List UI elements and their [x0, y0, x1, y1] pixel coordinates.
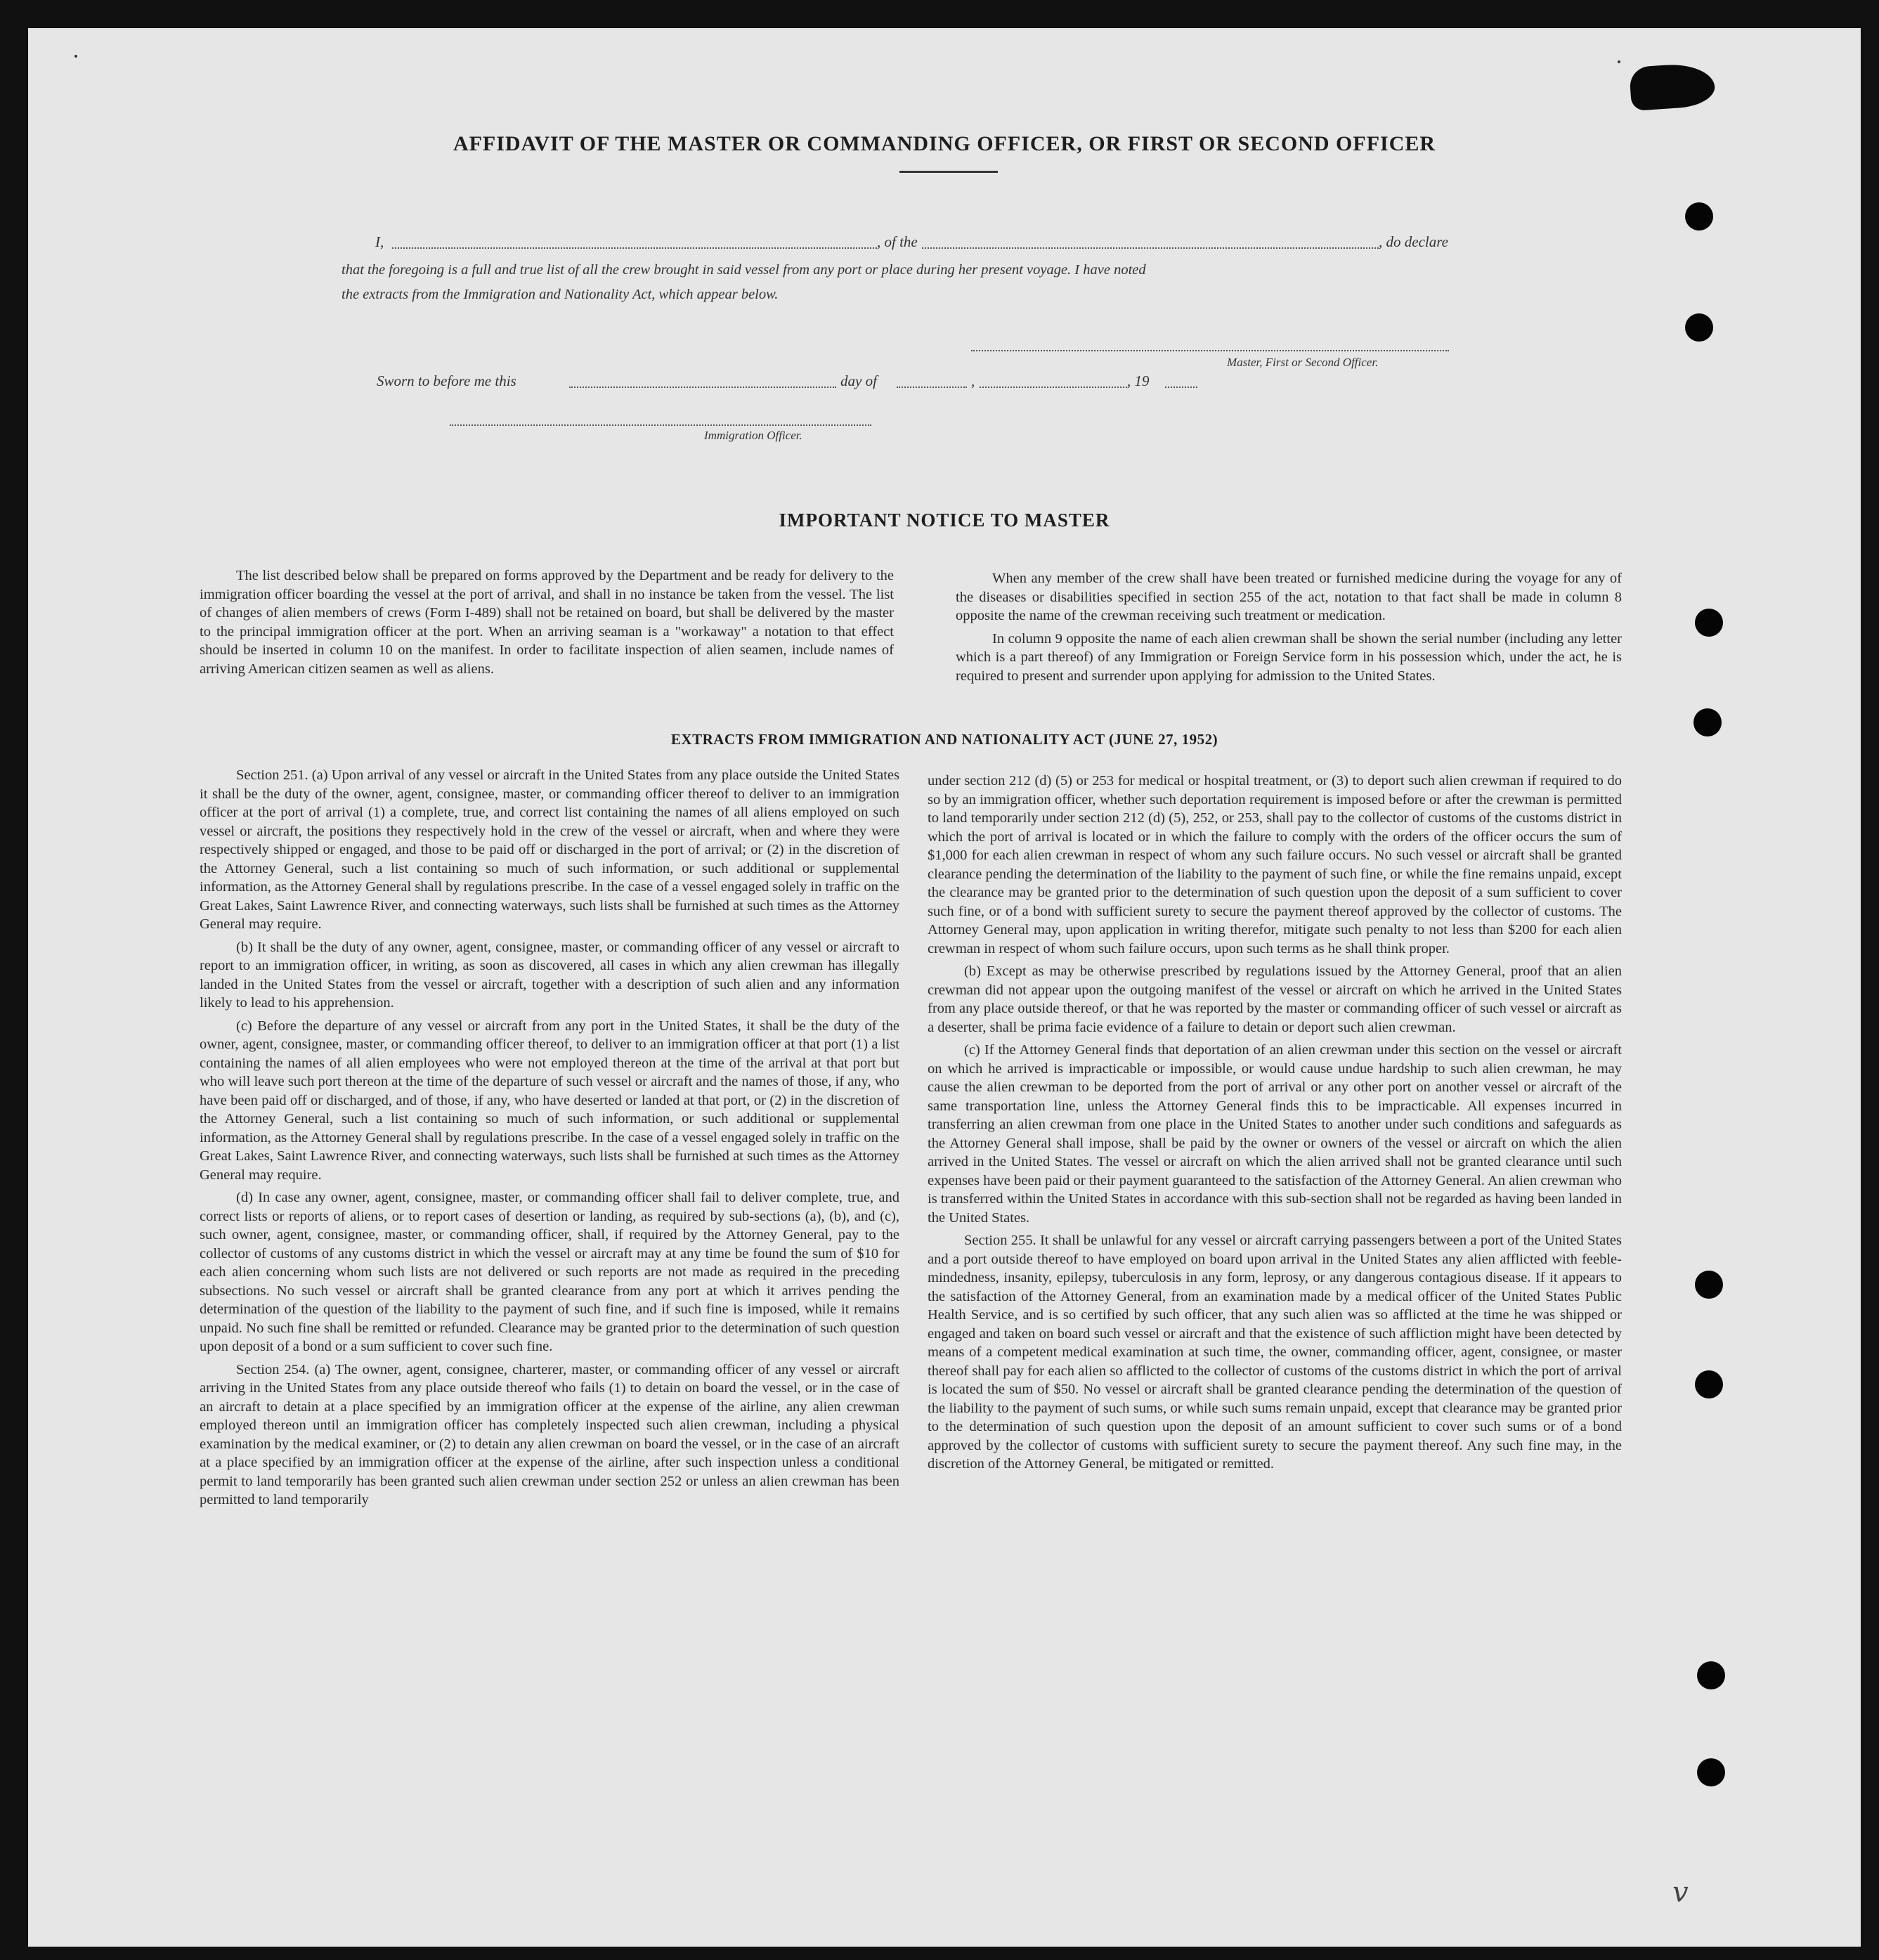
section-254-a-continued: under section 212 (d) (5) or 253 for medical or hospital treatment, or (3) to deport such alien crewman if required to do so by an immigration officer, whether such deportation requirement is imposed before or after the crewman is permitted to land temporarily under section 212 (d) (5), 252, or 253, shall pay to the collector of customs of the customs district in which the port of arrival is located or in which the failure to comply with the orders of the officer occurs the sum of $1,000 for each alien crewman in respect of whom any such failure occurs. No such vessel or aircraft shall be granted clearance pending the determination of the liability to the payment of such fine, or while the fine remains unpaid, except the clearance may be granted prior to the determination of such question upon the deposit of a sum sufficient to cover such fine, or of a bond with sufficient surety to secure the payment thereof approved by the collector of customs. The Attorney General may, upon application in writing therefor, mitigate such penalty to not less than $200 for each alien crewman in respect of whom such failure occurs, upon such terms as he shall think proper. — [928, 773, 1622, 956]
section-254-a: Section 254. (a) The owner, agent, consignee, charterer, master, or commanding officer of any vessel or aircraft arriving in the United States from any place outside thereof who fails (1) to detain on board the vessel, or in the case of an aircraft to detain at a place specified by an immigration officer at the expense of the airline, any alien crewman employed thereon until an immigration officer has completely inspected such alien crewman, including a physical examination by the medical examiner, or (2) to detain any alien crewman on board the vessel, or in the case of an aircraft at a place specified by an immigration officer at the expense of the airline, after such inspection unless a conditional permit to land temporarily has been granted such alien crewman under section 252 or unless an alien crewman has been permitted to land temporarily — [200, 1361, 899, 1507]
section-251-c: (c) Before the departure of any vessel or aircraft from any port in the United States, it shall be the duty of the owner, agent, consignee, master, or commanding officer thereof, to deliver to an immigration officer at that port (1) a list containing the names of all alien employees who were not employed thereon at the time of the arrival at that port but who will leave such port thereon at the time of the departure of such vessel or aircraft and the names of those, if any, who have been paid off or discharged, and of those, if any, who have deserted or landed at that port, or (2) in the discretion of the Attorney General, such a list containing so much of such information, or such additional or supplemental information, as the Attorney General shall by regulations prescribe. In the case of a vessel engaged solely in traffic on the Great Lakes, Saint Lawrence River, and connecting waterways, such lists shall be furnished at such times as the Attorney General may require. — [200, 1018, 900, 1183]
sworn-day-line[interactable] — [569, 387, 836, 388]
notice-right-paragraph-1: When any member of the crew shall have been treated or furnished medicine during the voyage for any of the diseases or disabilities specified in section 255 of the act, notation to that fact shall be made in column 8 opposite the name of the crewman receiving such treatment or medication. — [956, 571, 1622, 623]
statement-line-1: that the foregoing is a full and true list of all the crew brought in said vessel from any port or place during her present voyage. I have noted — [342, 262, 1146, 278]
notice-left-paragraph: The list described below shall be prepared on forms approved by the Department and be ready for delivery to the immigration officer boarding the vessel at the port of arrival, and shall in no instance be taken from the vessel. The list of changes of alien members of crews (Form I-489) shall not be retained on board, but shall be delivered by the master to the principal immigration officer at the port. When an arriving seaman is a "workaway" a notation to that effect should be inserted in column 10 on the manifest. In order to facilitate inspection of alien seamen, include names of arriving American citizen seamen as well as aliens. — [200, 568, 894, 677]
section-254-c: (c) If the Attorney General finds that deportation of an alien crewman under this section on the vessel or aircraft on which he arrived is impracticable or impossible, or would cause undue hardship to such alien crewman, he may cause the alien crewman to be deported from the port of arrival or any other port on another vessel or aircraft of the same transportation line, unless the Attorney General finds this to be impracticable. All expenses incurred in transferring an alien crewman from one place in the United States to another under such conditions and safeguards as the Attorney General shall impose, shall be paid by the owner or owners of the vessel or aircraft on which the alien arrived in the United States. The vessel or aircraft on which the alien arrived shall not be granted clearance until such expenses have been paid or their payment guaranteed to the satisfaction of the Attorney General. An alien crewman who is transferred within the United States in accordance with this sub-section shall not be regarded as having been landed in the United States. — [928, 1042, 1622, 1226]
pencil-mark: v — [1672, 1876, 1689, 1909]
comma-label: , — [971, 372, 975, 389]
officer-signature-line[interactable] — [450, 424, 871, 426]
punch-hole — [1685, 313, 1713, 342]
sworn-label: Sworn to before me this — [377, 372, 516, 389]
section-251-b: (b) It shall be the duty of any owner, agent, consignee, master, or commanding officer of any vessel or aircraft to report to an immigration officer, in writing, as soon as discovered, all cases in which any alien crewman has illegally landed in the United States from the vessel or aircraft, together with a description of such alien and any information likely to lead to his apprehension. — [200, 939, 899, 1011]
speck-mark — [74, 55, 77, 58]
punch-hole — [1697, 1661, 1725, 1689]
do-declare-label: , do declare — [1379, 233, 1448, 250]
sworn-date-line[interactable] — [980, 387, 1127, 388]
affidavit-title: AFFIDAVIT OF THE MASTER OR COMMANDING OFFICER, OR FIRST OR SECOND OFFICER — [453, 132, 1436, 155]
ink-blot-mark — [1629, 62, 1716, 111]
vessel-name-line[interactable] — [922, 247, 1379, 249]
title-underline — [899, 171, 998, 173]
speck-mark — [1618, 60, 1620, 63]
document-page — [28, 28, 1861, 1947]
sworn-year-line[interactable] — [1165, 387, 1197, 388]
declarant-name-line[interactable] — [392, 247, 877, 249]
section-251-a: Section 251. (a) Upon arrival of any vessel or aircraft in the United States from any place outside the United States it shall be the duty of the owner, agent, consignee, master, or commanding officer thereof to deliver to an immigration officer at the port of arrival (1) a complete, true, and correct list containing the names of all aliens employed on such vessel or aircraft, the positions they respectively hold in the crew of the vessel or aircraft, when and where they were respectively shipped or engaged, and those to be paid off or discharged in the port of arrival; or (2) in the discretion of the Attorney General, such a list containing so much of such information, or such additional or supplemental information, as the Attorney General shall by regulations prescribe. In the case of a vessel engaged solely in traffic on the Great Lakes, Saint Lawrence River, and connecting waterways, such lists shall be furnished at such times as the Attorney General may require. — [200, 767, 899, 932]
year-label: , 19 — [1127, 372, 1150, 389]
officer-signature-caption: Immigration Officer. — [704, 429, 802, 442]
notice-title: IMPORTANT NOTICE TO MASTER — [779, 510, 1110, 531]
punch-hole — [1695, 609, 1723, 637]
section-251-d: (d) In case any owner, agent, consignee, master, or commanding officer shall fail to deliver complete, true, and correct lists or reports of aliens, or to report cases of desertion or landing, as required by sub-sections (a), (b), and (c), such owner, agent, consignee, master, or commanding officer, shall, if required by the Attorney General, pay to the collector of customs of any customs district in which the vessel or aircraft may at any time be found the sum of $10 for each alien concerning whom such lists are not delivered or such reports are not made as required in the preceding subsections. No such vessel or aircraft shall be granted clearance from any port at which it arrives pending the determination of the question of the liability to the payment of such fine, and if such fine is imposed, while it remains unpaid. No such fine shall be remitted or refunded. Clearance may be granted prior to the determination of such question upon deposit of a bond or a sum sufficient to cover such fine. — [200, 1190, 899, 1354]
notice-right-paragraph-2: In column 9 opposite the name of each alien crewman shall be shown the serial number (including any letter which is a part thereof) of any Immigration or Foreign Service form in his possession which, under the act, he is required to present and surrender upon applying for admission to the United States. — [956, 630, 1622, 684]
notice-left-column — [200, 566, 894, 682]
extracts-title: EXTRACTS FROM IMMIGRATION AND NATIONALITY ACT (JUNE 27, 1952) — [670, 731, 1218, 748]
notice-right-column — [956, 569, 1622, 689]
master-signature-caption: Master, First or Second Officer. — [1227, 356, 1379, 369]
section-254-b: (b) Except as may be otherwise prescribed by regulations issued by the Attorney General, proof that an alien crewman did not appear upon the outgoing manifest of the vessel or aircraft on which he arrived in the United States from any place outside thereof, or that he was reported by the master or commanding officer of such vessel or aircraft as a deserter, shall be prima facie evidence of a failure to detain or deport such alien crewman. — [928, 963, 1622, 1035]
punch-hole — [1697, 1758, 1725, 1786]
extracts-right-column — [928, 772, 1622, 1478]
punch-hole — [1695, 1271, 1723, 1299]
statement-line-2: the extracts from the Immigration and Nationality Act, which appear below. — [342, 287, 779, 302]
punch-hole — [1685, 202, 1713, 231]
of-the-label: , of the — [877, 233, 918, 250]
master-signature-line[interactable] — [971, 350, 1449, 351]
day-of-label: day of — [840, 372, 877, 389]
extracts-left-column — [200, 766, 899, 1514]
punch-hole — [1695, 1370, 1723, 1398]
declarant-label: I, — [375, 233, 384, 250]
section-255: Section 255. It shall be unlawful for any vessel or aircraft carrying passengers between a port of the United States and a port outside thereof to have employed on board upon arrival in the United States any alien afflicted with feeble-mindedness, insanity, epilepsy, tuberculosis in any form, leprosy, or any dangerous contagious disease. If it appears to the satisfaction of the Attorney General, from an examination made by a medical officer of the United States Public Health Service, and is so certified by such officer, that any such alien was so afflicted at the time he was shipped or engaged and taken on board such vessel or aircraft and that the existence of such affliction might have been detected by means of a competent medical examination at such time, the owner, commanding officer, agent, consignee, or master thereof shall pay for each alien so afflicted to the collector of customs of the customs district in which the port of arrival is located the sum of $50. No vessel or aircraft shall be granted clearance pending the determination of the question of the liability to the payment of such sums, or while such sums remain unpaid, except that clearance may be granted prior to the determination of such question upon the deposit of an amount sufficient to cover such sums or of a bond approved by the collector of customs with sufficient surety to secure the payment thereof. Any such fine may, in the discretion of the Attorney General, be mitigated or remitted. — [928, 1233, 1622, 1472]
sworn-month-line[interactable] — [897, 387, 967, 388]
